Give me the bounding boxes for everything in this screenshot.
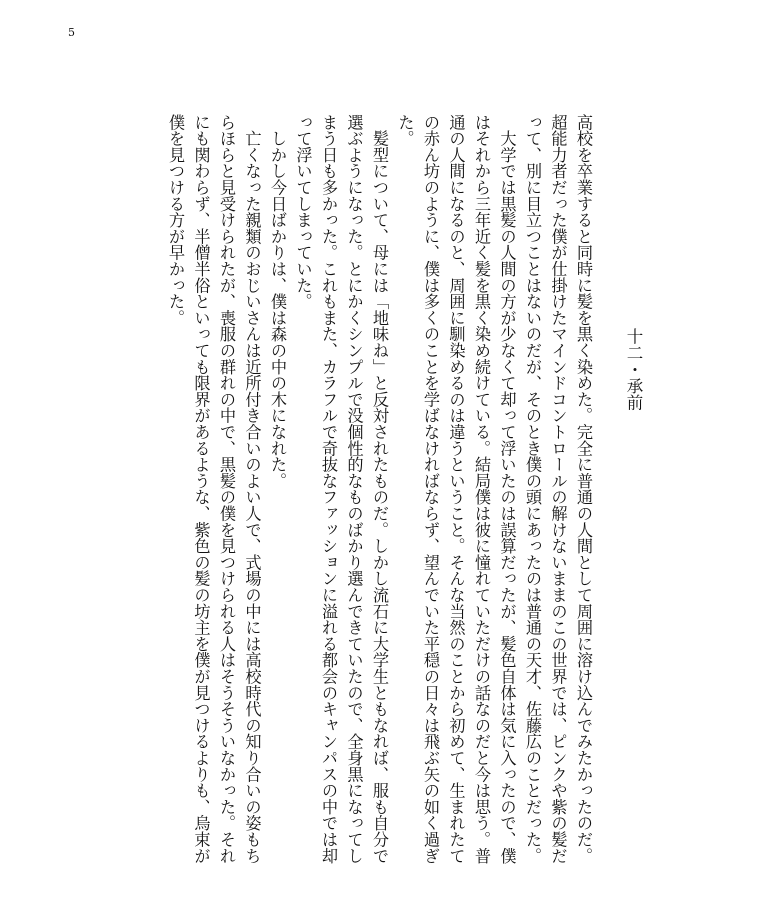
paragraph-2: 大学では黒髪の人間の方が少なくて却って浮いたのは誤算だったが、髪色自体は気に入ったので、僕はそれから三年近く髪を黒く染め続けている。結局僕は彼に憧れていただけの話なのだと今は思う。普通の人間になるのと、周囲に馴染めるのは違うということ。そんな当然のことから初めて、生まれたての赤ん坊のように、僕は多くのことを学ばなければならず、望んでいた平穏の日々は飛ぶ矢の如く過ぎた。 bbox=[395, 114, 517, 864]
paragraph-5: 亡くなった親類のおじいさんは近所付き合いのよい人で、式場の中には高校時代の知り合いの姿もちらほらと見受けられたが、喪服の群れの中で、黒髪の僕を見つけられる人はそうそういなかった。それにも関わらず、半僧半俗といっても限界があるような、紫色の髪の坊主を僕が見つけるよりも、烏束が僕を見つける方が早かった。 bbox=[166, 114, 262, 864]
body-text bbox=[86, 114, 596, 874]
chapter-title: 十二・承前 bbox=[624, 328, 643, 411]
paragraph-3: 髪型について、母には「地味ね」と反対されたものだ。しかし流石に大学生ともなれば、服も自分で選ぶようになった。とにかくシンプルで没個性的なものばかり選んできていたので、全身黒になってしまう日も多かった。これもまた、カラフルで奇抜なファッションに溢れる都会のキャンパスの中では却って浮いてしまっていた。 bbox=[293, 114, 389, 864]
page-number: 5 bbox=[68, 26, 75, 39]
paragraph-4: しかし今日ばかりは、僕は森の中の木になれた。 bbox=[268, 114, 287, 489]
paragraph-1: 高校を卒業すると同時に髪を黒く染めた。完全に普通の人間として周囲に溶け込んでみたかったのだ。超能力者だった僕が仕掛けたマインドコントロールの解けないままのこの世界では、ピンクや紫の髪だって、別に目立つことはないのだが、そのとき僕の頭にあったのは普通の天才、佐藤広のことだった。 bbox=[523, 114, 593, 864]
